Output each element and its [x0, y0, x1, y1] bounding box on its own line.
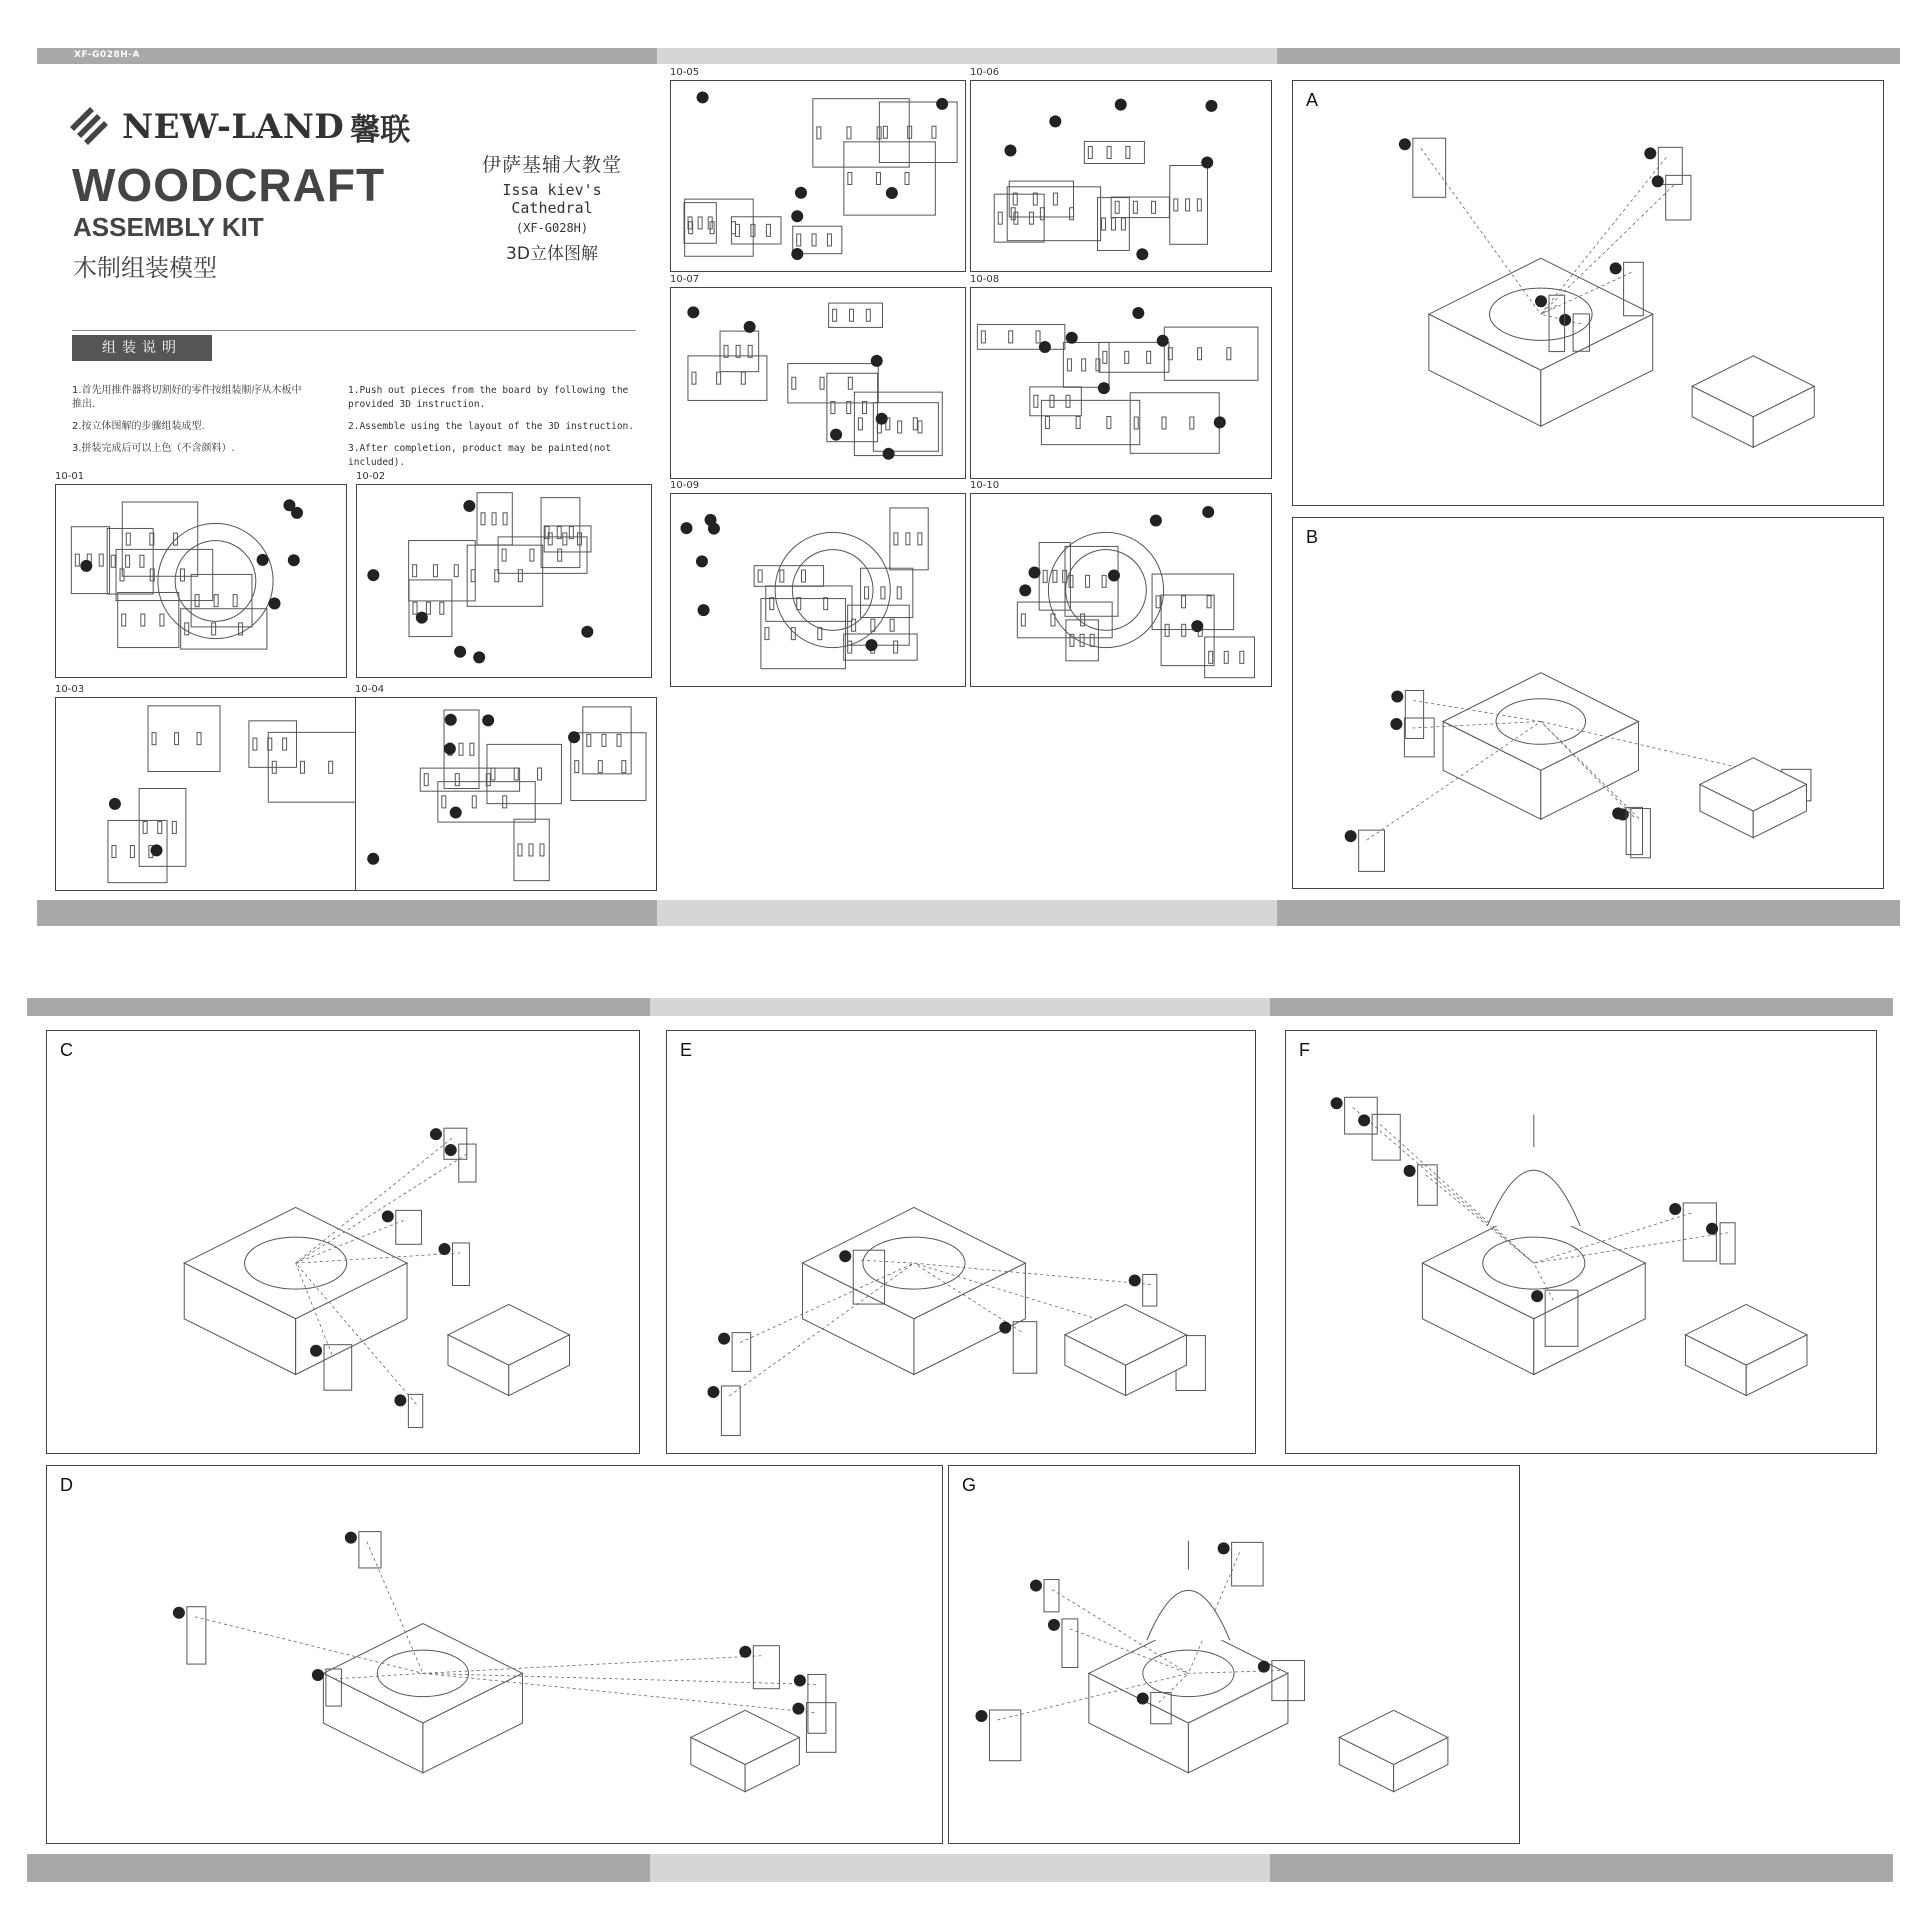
- step-panel: [1285, 1030, 1877, 1454]
- instruction-en-1: 1.Push out pieces from the board by following the provided 3D instruction.: [348, 385, 629, 410]
- board-label: 10-06: [970, 67, 1000, 78]
- top-band-right: [1277, 48, 1900, 64]
- lower-top-band-left: [27, 998, 650, 1016]
- cut-board: [970, 287, 1272, 479]
- board-parts-drawing: [671, 81, 965, 271]
- instruction-cn-3: 3.拼装完成后可以上色（不含颜料）.: [72, 443, 235, 454]
- step-label: E: [680, 1040, 693, 1060]
- instructions-cn: [72, 384, 302, 464]
- assembly-diagram: [1293, 81, 1883, 505]
- brand-name-cn: 馨联: [350, 113, 411, 148]
- cut-board: [970, 80, 1272, 272]
- cut-board: [356, 484, 652, 678]
- mid-band-right: [1277, 900, 1900, 926]
- bottom-band-left: [27, 1854, 650, 1882]
- instruction-cn-2: 2.按立体图解的步骤组装成型.: [72, 421, 205, 432]
- step-label: A: [1306, 90, 1319, 110]
- step-panel: [1292, 80, 1884, 506]
- instruction-cn-1: 1.首先用推件器将切割好的零件按组装顺序从木板中推出.: [72, 385, 302, 410]
- instruction-en-2: 2.Assemble using the layout of the 3D instruction.: [348, 421, 634, 432]
- instruction-en-3: 3.After completion, product may be painted(not included).: [348, 443, 612, 468]
- step-label: D: [60, 1475, 73, 1495]
- board-parts-drawing: [671, 288, 965, 478]
- board-label: 10-03: [55, 684, 85, 695]
- instructions-en: [348, 384, 638, 478]
- board-label: 10-01: [55, 471, 85, 482]
- assembly-diagram: [1286, 1031, 1876, 1453]
- board-parts-drawing: [357, 485, 651, 677]
- mid-band-mid: [657, 900, 1277, 926]
- board-parts-drawing: [671, 494, 965, 686]
- doc-code: XF-G028H-A: [74, 50, 140, 60]
- step-panel: [948, 1465, 1520, 1844]
- bottom-band-mid: [650, 1854, 1270, 1882]
- instructions-heading: 组装说明: [72, 335, 212, 361]
- step-label: C: [60, 1040, 73, 1060]
- title-main: WOODCRAFT: [72, 159, 386, 211]
- board-label: 10-07: [670, 274, 700, 285]
- board-parts-drawing: [971, 288, 1271, 478]
- assembly-diagram: [47, 1031, 639, 1453]
- assembly-diagram: [47, 1466, 942, 1843]
- step-panel: [666, 1030, 1256, 1454]
- step-label: B: [1306, 527, 1319, 547]
- step-panel: [46, 1030, 640, 1454]
- model-info: [462, 150, 642, 264]
- divider: [72, 330, 636, 331]
- model-diagram-label: 3D立体图解: [506, 244, 598, 264]
- board-parts-drawing: [56, 485, 346, 677]
- assembly-diagram: [667, 1031, 1255, 1453]
- cut-board: [355, 697, 657, 891]
- cut-board: [670, 287, 966, 479]
- assembly-diagram: [949, 1466, 1519, 1843]
- board-parts-drawing: [356, 698, 656, 890]
- step-label: G: [962, 1475, 977, 1495]
- board-label: 10-04: [355, 684, 385, 695]
- model-name-cn: 伊萨基辅大教堂: [481, 154, 622, 176]
- logo-icon: [70, 107, 110, 147]
- lower-top-band-mid: [650, 998, 1270, 1016]
- title-sub: ASSEMBLY KIT: [73, 212, 264, 242]
- top-band-mid: [657, 48, 1277, 64]
- board-parts-drawing: [971, 81, 1271, 271]
- board-label: 10-02: [356, 471, 386, 482]
- cut-board: [970, 493, 1272, 687]
- board-parts-drawing: [971, 494, 1271, 686]
- lower-top-band-right: [1270, 998, 1893, 1016]
- mid-band-left: [37, 900, 657, 926]
- board-label: 10-10: [970, 480, 1000, 491]
- title-cn: 木制组装模型: [73, 254, 217, 282]
- step-panel: [46, 1465, 943, 1844]
- board-label: 10-05: [670, 67, 700, 78]
- assembly-diagram: [1293, 518, 1883, 888]
- step-panel: [1292, 517, 1884, 889]
- cut-board: [55, 484, 347, 678]
- model-name-en: Issa kiev's Cathedral: [502, 181, 602, 217]
- bottom-band-right: [1270, 1854, 1893, 1882]
- board-label: 10-08: [970, 274, 1000, 285]
- cut-board: [670, 493, 966, 687]
- board-label: 10-09: [670, 480, 700, 491]
- step-label: F: [1299, 1040, 1310, 1060]
- cut-board: [670, 80, 966, 272]
- model-code: (XF-G028H): [515, 221, 589, 235]
- brand-name: NEW-LAND: [122, 107, 345, 147]
- brand-logo: [70, 105, 410, 149]
